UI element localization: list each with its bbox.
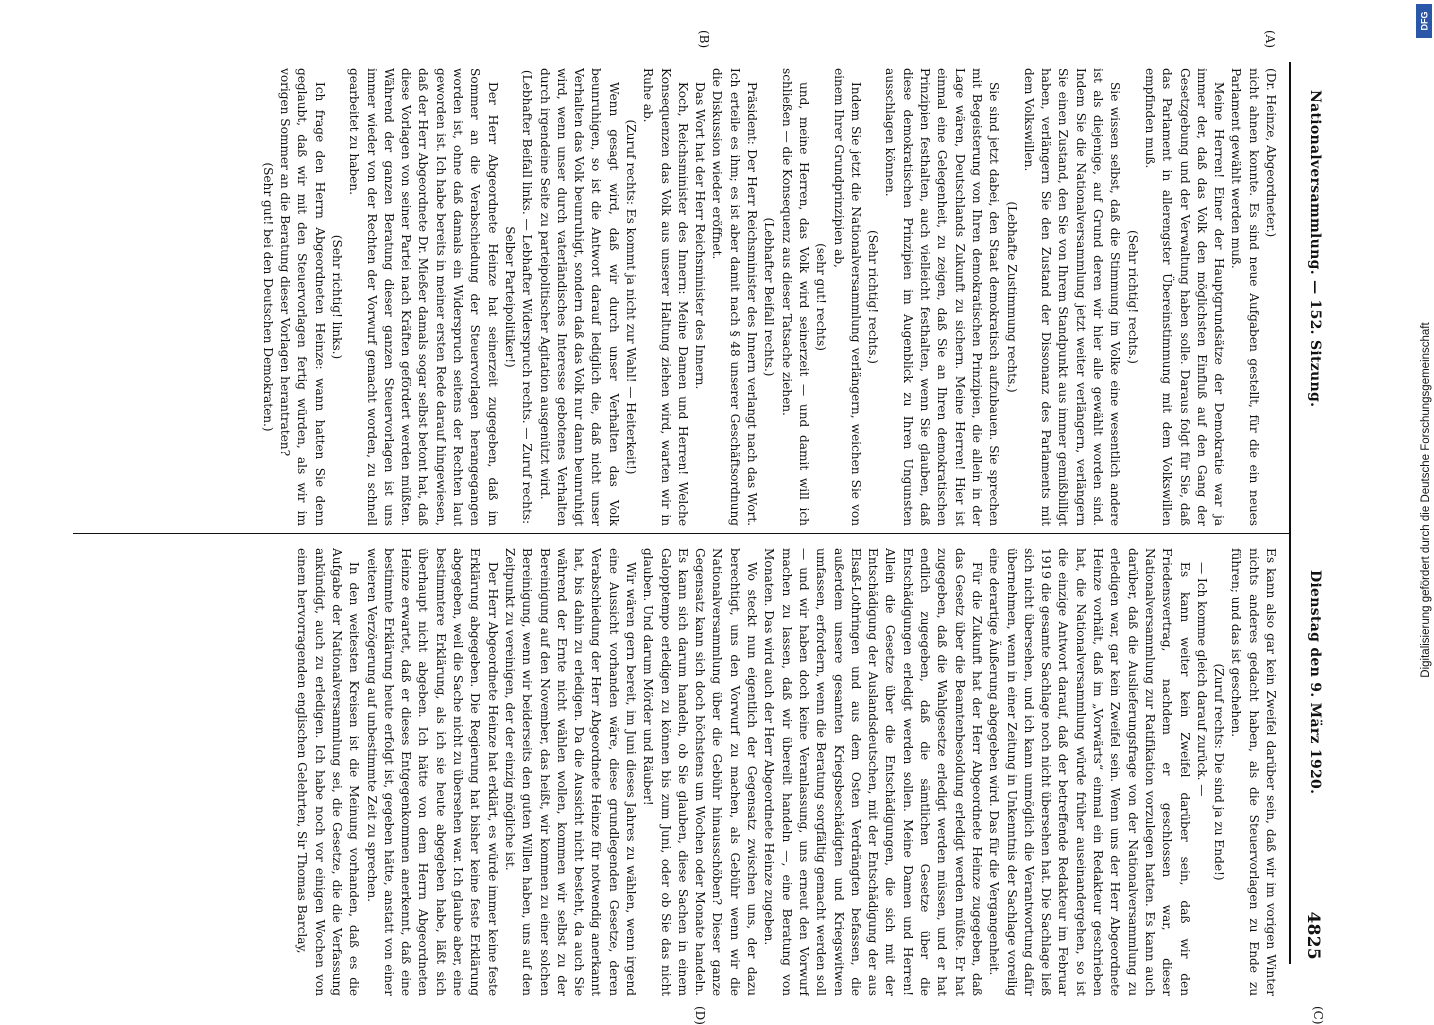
paragraph: Wir wären gern bereit, im Juni dieses Jahres zu wählen, wenn irgend eine Aussicht vorhanden wäre, diese grundlegenden Gesetze, deren Verabschiedung der Herr Abgeordnete Heinze für notwendig anerkannt hat, bis dahin zu erledigen. Da die Aussicht nicht besteht, da auch Sie während der Ernte nicht wählen wollen, kommen wir selbst zu der Bereinigung auf den November, das heißt, wir kommen zu einer solchen Bereinigung, wenn wir beiderseits den guten Willen haben, uns auf den Zeitpunkt zu vereinigen, der der einzig mögliche ist. bbox=[502, 548, 639, 996]
paragraph: Koch, Reichsminister des Innern: Meine Damen und Herren! Welche Konsequenzen das Volk aus unserer Haltung ziehen wird, warten wir in Ruhe ab. bbox=[641, 68, 690, 526]
page-number: 4825 bbox=[1303, 911, 1323, 960]
paragraph: (Lebhafte Zustimmung rechts.) bbox=[1004, 201, 1019, 393]
paragraph: Sie wissen selbst, daß die Stimmung im Volke eine wesentlich andere ist als diejenige, auf Grund deren wir hier alle gewählt worden sind. Indem Sie die Nationalversammlung jetzt weiter verlängern, verlängern Sie einen Zustand, den Sie von Ihrem Standpunkt aus immer gemißbilligt haben, verlängern Sie den Zustand der Dissonanz des Parlaments mit dem Volkswillen. bbox=[1021, 68, 1123, 526]
paragraph: (Dr. Heinze, Abgeordneter.) bbox=[1264, 68, 1278, 238]
margin-marker-d: (D) bbox=[693, 1006, 707, 1025]
header-rule bbox=[1289, 62, 1291, 964]
paragraph: (Sehr richtig! rechts.) bbox=[1125, 230, 1140, 364]
paragraph: (Sehr gut! bei den Deutschen Demokraten.) bbox=[260, 162, 275, 432]
margin-marker-a: (A) bbox=[1263, 30, 1277, 49]
paragraph: Sie sind jetzt dabei, den Staat demokratisch aufzubauen. Sie sprechen mit Begeisterung von Ihren demokratischen Prinzipien, die allein in der Lage wären, Deutschlands Zukunft zu sichern. Meine Herren! Hier ist einmal eine Gelegenheit, zu zeigen, daß Sie an Ihren demokratischen Prinzipien festhalten, auch vielleicht festhalten, wenn Sie glauben, daß diese demokratischen Prinzipien im Augenblick zu Ihren Ungunsten ausschlagen können. bbox=[883, 68, 1002, 526]
right-text-column bbox=[73, 548, 1279, 996]
margin-marker-c: (C) bbox=[1311, 1006, 1325, 1025]
paragraph: — Ich komme gleich darauf zurück. — bbox=[1194, 562, 1209, 797]
running-header-left: Nationalversammlung. — 152. Sitzung. bbox=[1307, 90, 1323, 408]
paragraph: Meine Herren! Einer der Hauptgrundsätze der Demokratie war ja immer der, daß das Volk den möglichsten Einfluß auf den Gang der Gesetzgebung und der Verwaltung haben solle. Daraus folgt für Sie, daß das Parlament in allerengster Übereinstimmung mit dem Volkswillen empfinden muß. bbox=[1142, 68, 1227, 526]
paragraph: (Zuruf rechts: Die sind ja zu Ende!) bbox=[1212, 663, 1227, 881]
paragraph: (sehr gut! rechts) bbox=[814, 243, 829, 351]
paragraph: nicht ahnen konnte. Es sind neue Aufgaben gestellt, für die ein neues Parlament gewählt werden muß. bbox=[1229, 68, 1261, 526]
paragraph: Für die Zukunft hat der Herr Abgeordnete Heinze zugegeben, daß das Gesetz über die Beamtenbesoldung erledigt werden müßte. Er hat zugegeben, daß die Wahlgesetze erledigt werden müssen, und er hat endlich zugegeben, daß die sämtlichen Gesetze über die Entschädigungen erledigt werden sollen. Meine Damen und Herren! Allein die Gesetze über die Entschädigungen, die sich mit der Entschädigung der Auslandsdeutschen, mit der Entschädigung der aus Elsaß-Lothringen und aus dem Osten Verdrängten befassen, die außerdem unsere gesamten Kriegsbeschädigten und Kriegswitwen umfassen, erfordern, wenn die Beratung sorgfältig gemacht werden soll — und wir haben doch keine Veranlassung, uns erneut den Vorwurf machen zu lassen, daß wir übereilt handeln —, eine Beratung von Monaten. Das wird auch der Herr Abgeordnete Heinze zugeben. bbox=[762, 548, 984, 996]
paragraph: Präsident: Der Herr Reichsminister des Innern verlangt nach das Wort. Ich erteile es ihm; es ist aber damit nach § 48 unserer Geschäftsordnung die Diskussion wieder eröffnet. bbox=[710, 68, 760, 526]
paragraph: In den weitesten Kreisen ist die Meinung vorhanden, daß es die Aufgabe der Nationalversammlung sei, die Gesetze, die die Verfassung ankündigt, auch zu erledigen. Ich habe noch vor einigen Wochen von einem hervorragenden englischen Gelehrten, Sir Thomas Barclay, bbox=[295, 548, 362, 996]
document-page bbox=[57, 10, 1357, 1025]
paragraph: Indem Sie jetzt die Nationalversammlung verlängern, weichen Sie von einem Ihrer Grundprinzipien ab, bbox=[831, 68, 863, 526]
paragraph: Der Herr Abgeordnete Heinze hat seinerzeit zugegeben, daß im Sommer an die Verabschiedung der Steuervorlagen herangegangen worden ist, ohne daß damals ein Widerspruch seitens der Rechten laut geworden ist. Ich habe bereits in meiner ersten Rede darauf hingewiesen, daß der Herr Abgeordnete Dr. Mießer damals sogar selbst betont hat, daß diese Vorlagen von seiner Partei nach Kräften gefördert werden müßten. Während der ganzen Beratung dieser ganzen Steuervorlagen ist uns immer wieder von der Rechten der Vorwurf gemacht worden, zu schnell gearbeitet zu haben. bbox=[347, 68, 500, 526]
paragraph: Es kann weiter kein Zweifel darüber sein, daß wir den Friedensvertrag, nachdem er geschlossen war, dieser Nationalversammlung zur Ratifikation vorzulegen hatten. Es kann auch darüber, daß die Auslieferungsfrage von der Nationalversammlung zu erledigen war, gar kein Zweifel sein. Wenn uns der Herr Abgeordnete Heinze vorhält, daß im „Vorwärts“ einmal ein Redakteur geschrieben hat, die Nationalversammlung würde früher auseinandergehen, so ist die einzige Antwort darauf, daß der betreffende Redakteur im Februar 1919 die gesamte Sachlage noch nicht übersehen hat. Die Sachlage ließ sich nicht übersehen, und ich kann unmöglich die Verantwortung dafür übernehmen, wenn in einer Zeitung in Unkenntnis der Sachlage voreilig eine derartige Äußerung abgegeben wird. Das für die Vergangenheit. bbox=[987, 548, 1192, 996]
margin-marker-b: (B) bbox=[697, 30, 711, 49]
left-text-column bbox=[73, 68, 1279, 526]
paragraph: Das Wort hat der Herr Reichsminister des Innern. bbox=[693, 82, 708, 390]
paragraph: und, meine Herren, das Volk wird seinerzeit — und damit will ich schließen — die Konsequenz aus dieser Tatsache ziehen. bbox=[779, 68, 811, 526]
paragraph: Wenn gesagt wird, daß wir durch unser Verhalten das Volk beunruhigen, so ist die Antwort darauf lediglich die, daß nicht unser Verhalten das Volk beunruhigt, sondern daß das Volk nur dann beunruhigt wird, wenn unser durch vaterländisches Interesse gebotenes Verhalten durch irgendeine Seite zu parteipolitischer Agitation ausgenützt wird. bbox=[537, 68, 621, 526]
paragraph: Der Herr Abgeordnete Heinze hat erklärt, es würde immer keine feste Erklärung abgegeben. Die Regierung hat bisher keine feste Erklärung abgegeben, weil die Sache nicht zu übersehen war. Ich glaube aber, eine bestimmtere Erklärung, als ich sie heute abgegeben habe, läßt sich überhaupt nicht abgeben. Ich hätte von dem Herrn Abgeordneten Heinze erwartet, daß er dieses Entgegenkommen anerkennt, daß eine bestimmte Erklärung heute erfolgt ist, gegeben hätte, anstatt von einer weiteren Verzögerung auf unbestimmte Zeit zu sprechen. bbox=[364, 548, 500, 996]
paragraph: Es kann also gar kein Zweifel darüber sein, daß wir im vorigen Winter nichts anderes gedacht haben, als die Steuervorlagen zu Ende zu führen; und das ist geschehen. bbox=[1229, 548, 1278, 996]
paragraph: (Lebhafter Beifall rechts.) bbox=[762, 217, 777, 377]
running-header-right: Dienstag den 9. März 1920. bbox=[1307, 570, 1323, 795]
dfg-logo: DFG bbox=[1416, 4, 1432, 38]
paragraph: Wo steckt nun eigentlich der Gegensatz zwischen uns, der dazu berechtigt, uns den Vorwurf zu machen, als Gebühr wenn wir die Nationalversammlung über die Gebühr hinausschöben? Dieser ganze Gegensatz kann sich doch höchstens um Wochen oder Monate handeln. Es kann sich darum handeln, ob Sie glauben, diese Sachen in einem Galopptempo erledigen zu können bis zum Juni, oder ob Sie das nicht glauben. Und darum Mörder und Räuber! bbox=[641, 548, 760, 996]
column-divider bbox=[73, 533, 1291, 534]
digitization-credit: Digitalisierung gefördert durch die Deutsche Forschungsgemeinschaft bbox=[1420, 322, 1432, 678]
paragraph: Ich frage den Herrn Abgeordneten Heinze: wann hatten Sie denn geglaubt, daß wir mit den Steuervorlagen fertig würden, als wir im vorigen Sommer an die Beratung dieser Vorlagen herantraten? bbox=[278, 68, 327, 526]
paragraph: (Lebhafter Beifall links. — Lebhafter Widerspruch rechts. — Zuruf rechts: Selber Parteipolitiker!) bbox=[502, 69, 535, 525]
paragraph: (Zuruf rechts: Es kommt ja nicht zur Wahl! — Heiterkeit!) bbox=[624, 119, 639, 475]
paragraph: (Sehr richtig! links.) bbox=[329, 234, 344, 360]
paragraph: (Sehr richtig! rechts.) bbox=[866, 230, 881, 364]
